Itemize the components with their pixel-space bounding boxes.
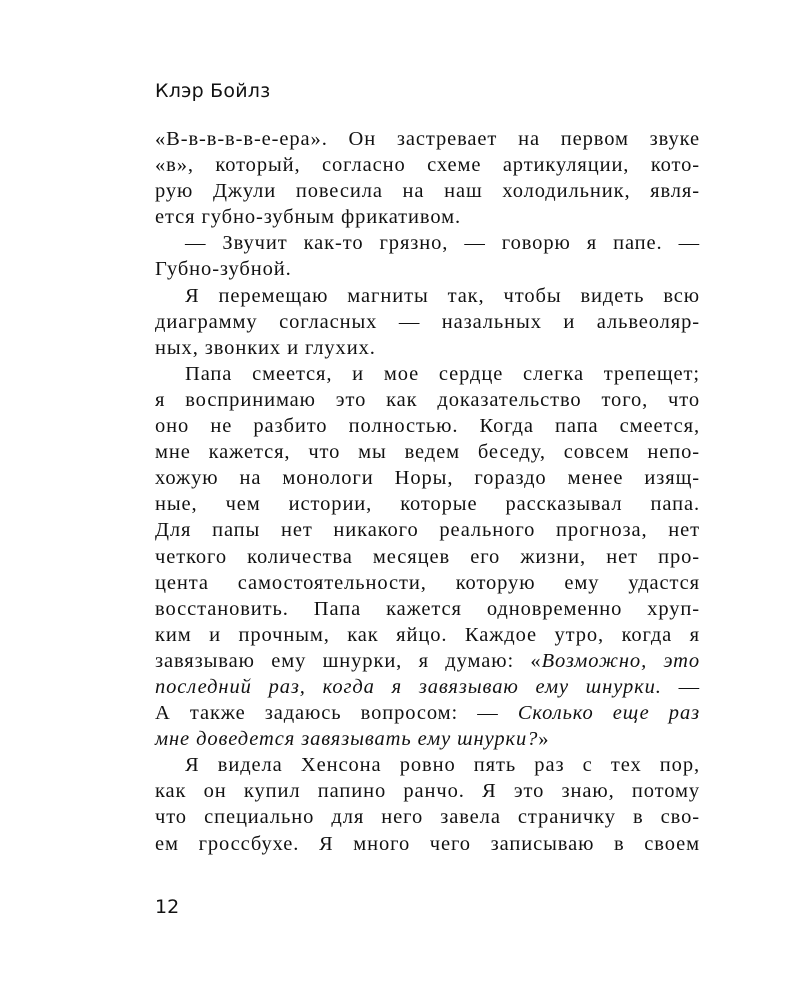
- text-line: как он купил папино ранчо. Я это знаю, потому: [155, 780, 700, 803]
- body-text: [155, 126, 700, 857]
- text-line: рую Джули повесила на наш холодильник, явля-: [155, 180, 700, 203]
- text-line: — Звучит как-то грязно, — говорю я папе. —: [185, 232, 700, 255]
- text-line: Губно-зубной.: [155, 258, 292, 281]
- text-line: четкого количества месяцев его жизни, нет про-: [155, 545, 700, 568]
- text-line: Я видела Хенсона ровно пять раз с тех пор,: [185, 754, 700, 777]
- text-line: оно не разбито полностью. Когда папа смеется,: [155, 415, 700, 438]
- text-line: Я перемещаю магниты так, чтобы видеть всю: [185, 284, 700, 307]
- text-line: Папа смеется, и мое сердце слегка трепещет;: [185, 362, 700, 385]
- text-line: ных, звонких и глухих.: [155, 336, 376, 359]
- text-line: «В-в-в-в-в-е-ера». Он застревает на первом звуке: [155, 128, 700, 150]
- text-line: А также задаюсь вопросом: — Сколько еще раз: [155, 702, 701, 725]
- text-line: ется губно-зубным фрикативом.: [155, 206, 461, 229]
- text-line: ные, чем истории, которые рассказывал папа.: [155, 493, 700, 516]
- text-line: Для папы нет никакого реального прогноза, нет: [155, 519, 700, 542]
- text-line: что специально для него завела страничку в сво-: [155, 806, 700, 829]
- text-line: ем гроссбухе. Я много чего записываю в своем: [155, 832, 700, 855]
- running-head-author: Клэр Бойлз: [155, 80, 271, 102]
- text-line: ким и прочным, как яйцо. Каждое утро, когда я: [155, 623, 700, 646]
- text-line: завязываю ему шнурки, я думаю: «Возможно, это: [155, 649, 701, 672]
- text-line: «в», который, согласно схеме артикуляции, кото-: [155, 154, 700, 177]
- text-line: восстановить. Папа кажется одновременно хруп-: [155, 597, 700, 620]
- text-line: я воспринимаю это как доказательство того, что: [155, 388, 700, 411]
- text-line: цента самостоятельности, которую ему удастся: [155, 571, 700, 594]
- text-line: диаграмму согласных — назальных и альвеоляр-: [155, 310, 700, 333]
- text-line: мне кажется, что мы ведем беседу, совсем непо-: [155, 441, 700, 464]
- text-line: последний раз, когда я завязываю ему шнурки. —: [155, 675, 700, 698]
- text-line: хожую на монологи Норы, гораздо менее изящ-: [155, 467, 700, 490]
- page-number: 12: [155, 896, 180, 918]
- text-line: мне доведется завязывать ему шнурки?»: [155, 728, 550, 751]
